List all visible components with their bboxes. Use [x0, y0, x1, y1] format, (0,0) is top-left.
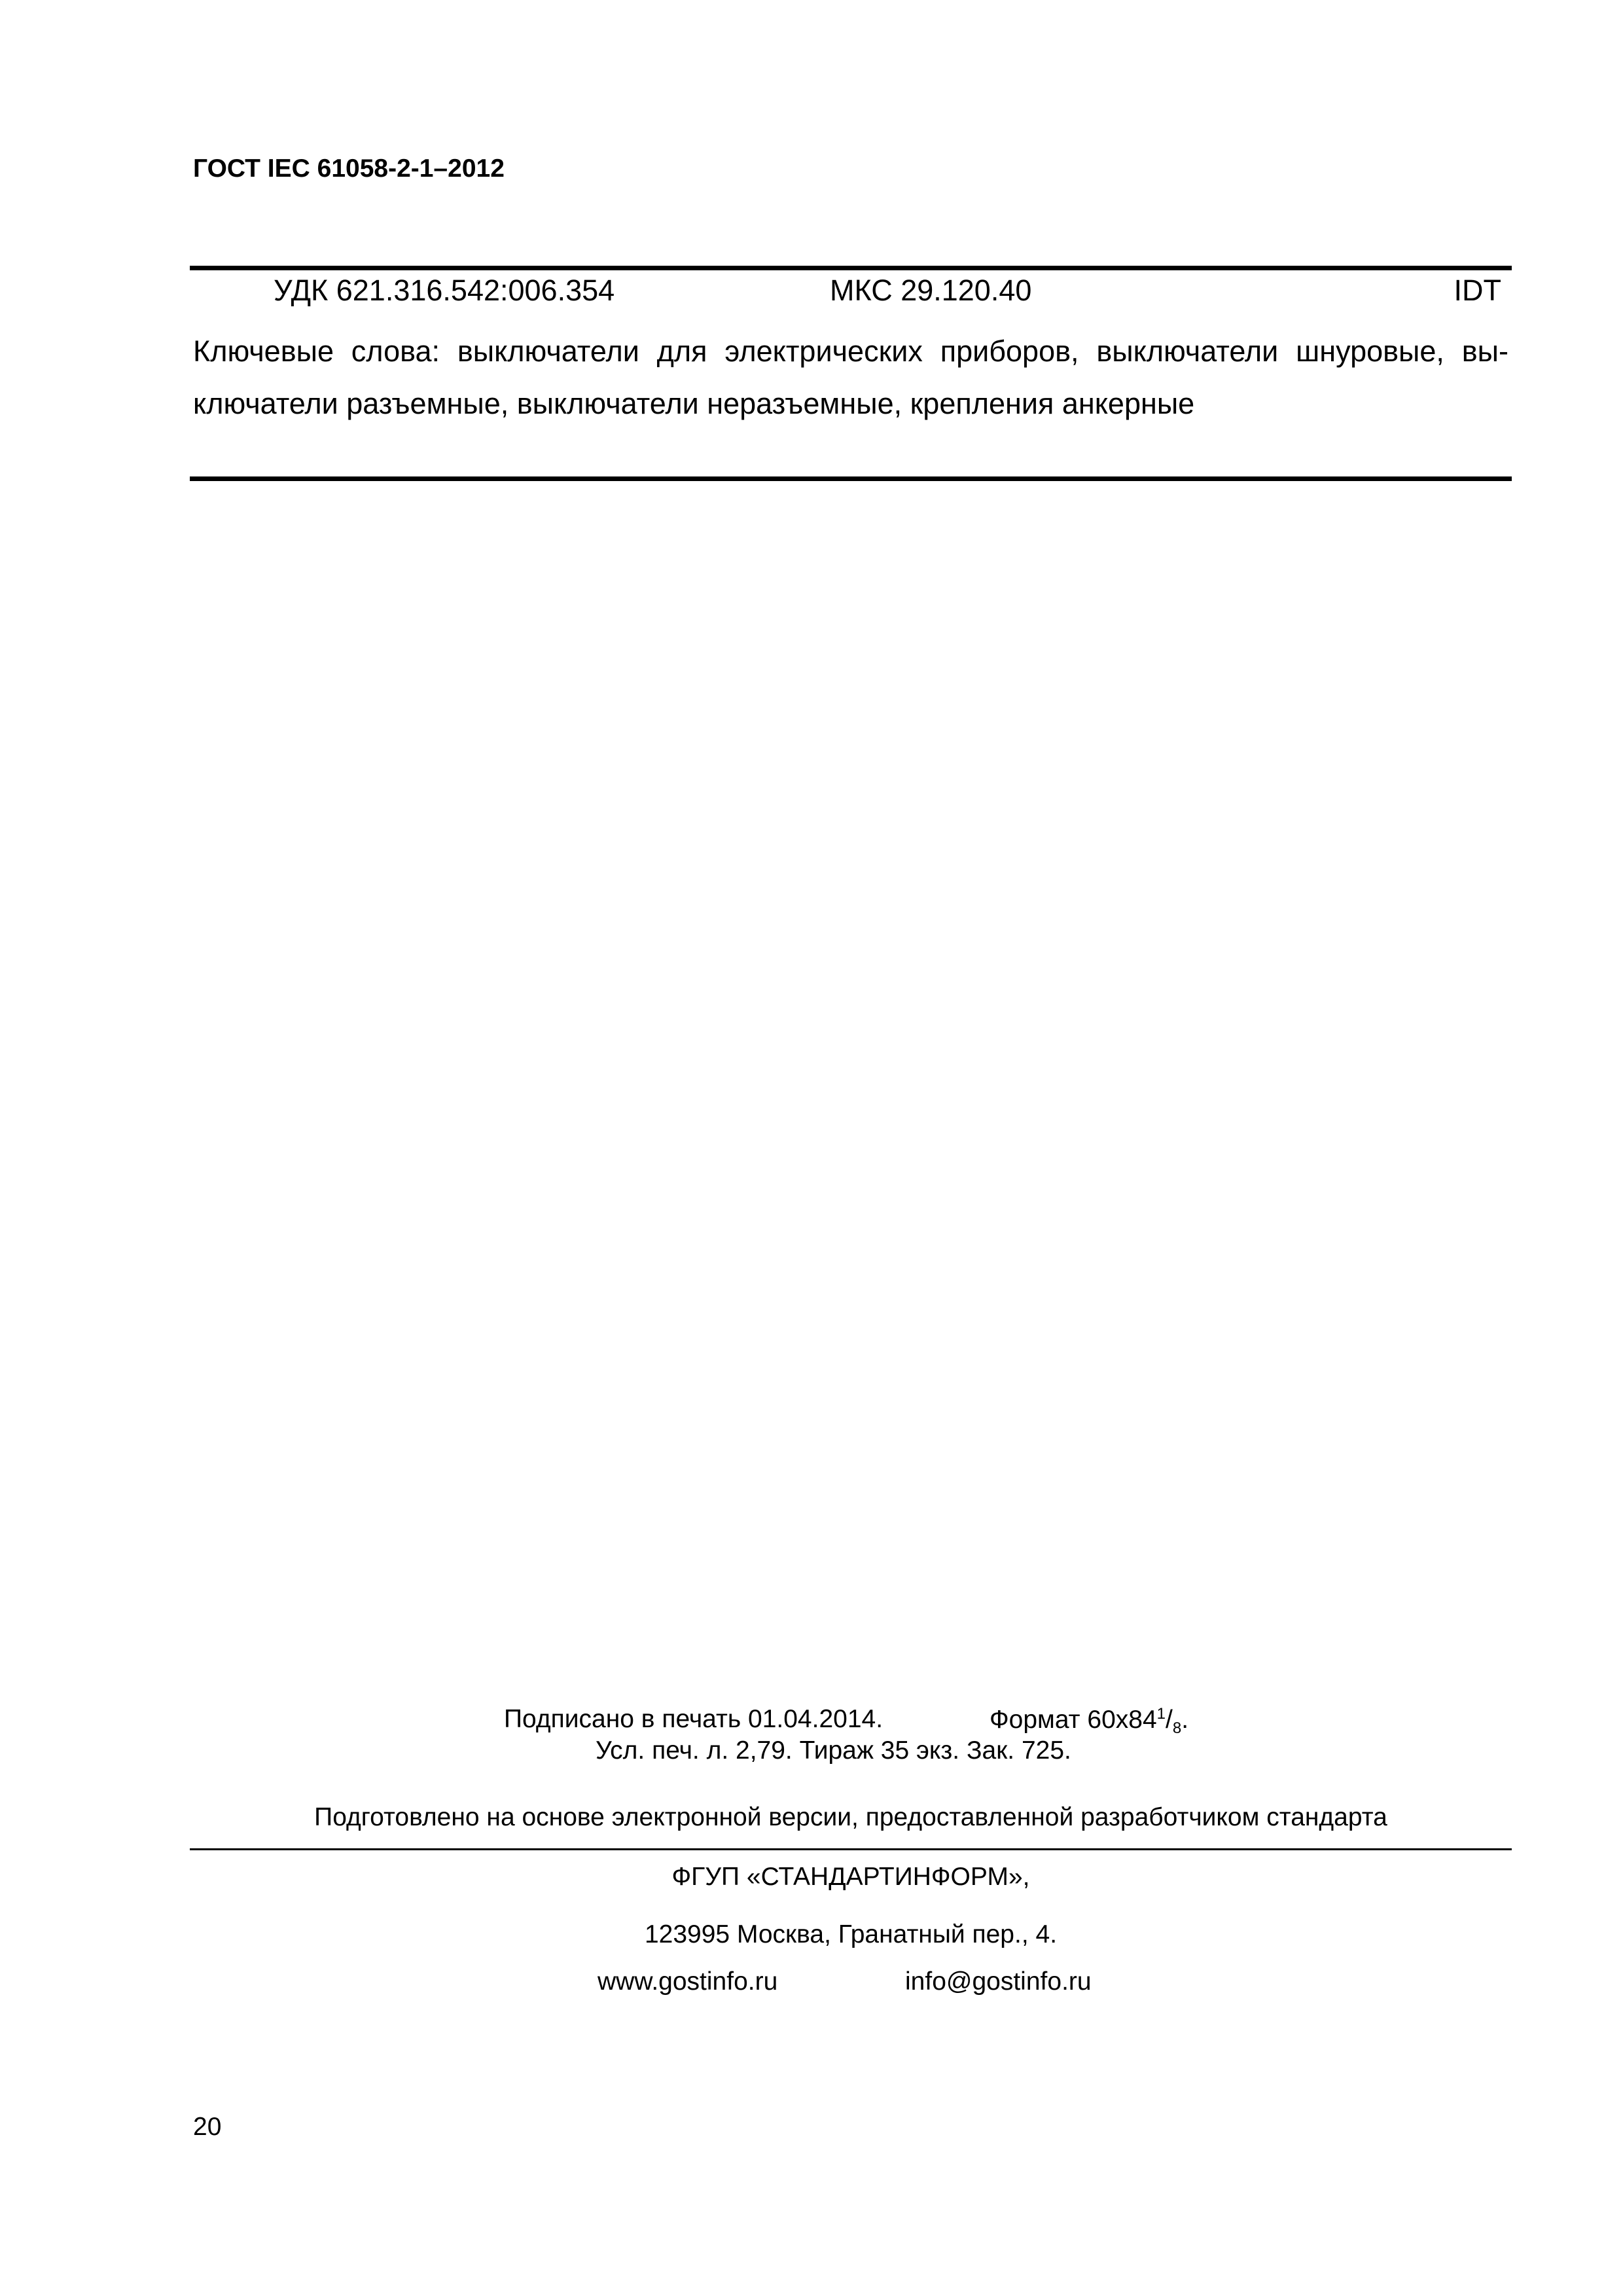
publisher-name: ФГУП «СТАНДАРТИНФОРМ»,	[671, 1863, 1030, 1891]
udk-code: УДК 621.316.542:006.354	[274, 274, 615, 307]
page-number: 20	[193, 2113, 222, 2141]
publisher-rule	[190, 1848, 1512, 1850]
top-rule	[190, 266, 1512, 270]
format-prefix: Формат 60х84	[990, 1706, 1157, 1734]
keywords-line-2: ключатели разъемные, выключатели неразъемные, крепления анкерные	[193, 387, 1195, 420]
prepared-note: Подготовлено на основе электронной версии, предоставленной разработчиком стандарта	[314, 1803, 1387, 1831]
signed-date: Подписано в печать 01.04.2014.	[504, 1705, 883, 1733]
classification-row	[190, 274, 1512, 310]
print-format	[990, 1705, 1188, 1738]
format-slash: /	[1166, 1706, 1173, 1734]
keywords-line-1: Ключевые слова: выключатели для электрических приборов, выключатели шнуровые, вы-	[193, 334, 1508, 368]
format-suffix: .	[1181, 1706, 1189, 1734]
standard-code: ГОСТ IEC 61058-2-1–2012	[193, 154, 505, 183]
keywords-bottom-rule	[190, 476, 1512, 481]
publisher-address: 123995 Москва, Гранатный пер., 4.	[644, 1920, 1058, 1948]
imprint-details: Усл. печ. л. 2,79. Тираж 35 экз. Зак. 725.	[596, 1736, 1071, 1765]
publisher-website: www.gostinfo.ru	[597, 1967, 778, 1996]
format-numerator: 1	[1156, 1705, 1166, 1723]
publisher-email: info@gostinfo.ru	[905, 1967, 1092, 1996]
mks-code: МКС 29.120.40	[830, 274, 1032, 307]
keywords-block	[193, 325, 1508, 430]
format-denominator: 8	[1172, 1719, 1182, 1737]
idt-label: IDT	[1454, 274, 1501, 307]
